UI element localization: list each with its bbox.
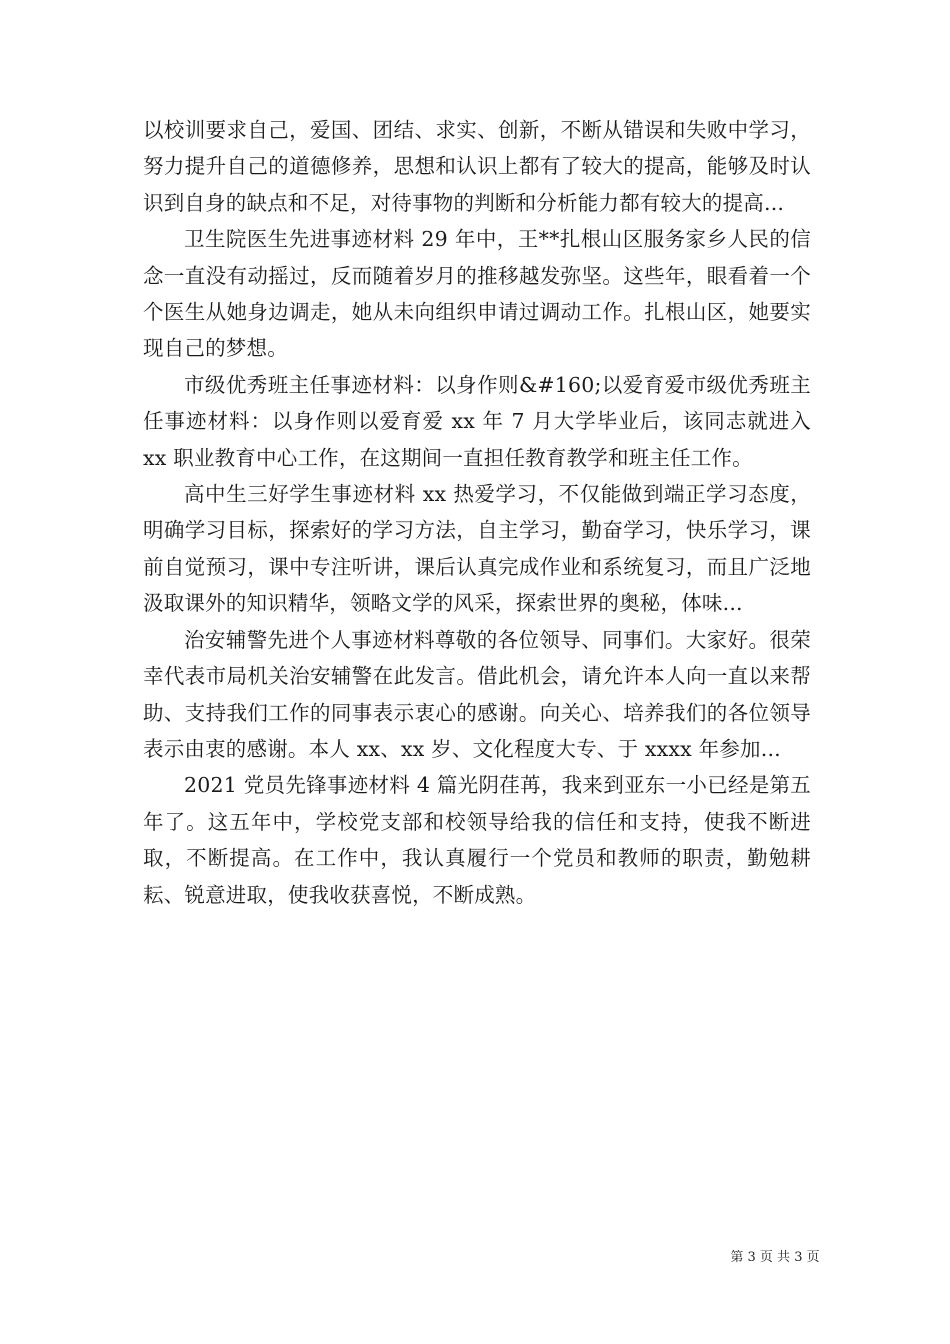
- paragraph-auxiliary-police: 治安辅警先进个人事迹材料尊敬的各位领导、同事们。大家好。很荣幸代表市局机关治安辅警在此发言。借此机会，请允许本人向一直以来帮助、支持我们工作的同事表示衷心的感谢。向关心、培养我们的各位领导表示由衷的感谢。本人 xx、xx 岁、文化程度大专、于 xxxx 年参加...: [143, 627, 811, 761]
- paragraph-class-teacher: 市级优秀班主任事迹材料：以身作则&#160;以爱育爱市级优秀班主任事迹材料：以身作则以爱育爱 xx 年 7 月大学毕业后，该同志就进入 xx 职业教育中心工作，在这期间一直担任教育教学和班主任工作。: [143, 372, 811, 470]
- paragraph-health-clinic-doctor: 卫生院医生先进事迹材料 29 年中，王**扎根山区服务家乡人民的信念一直没有动摇过，反而随着岁月的推移越发弥坚。这些年，眼看着一个个医生从她身边调走，她从未向组织申请过调动工作。扎根山区，她要实现自己的梦想。: [143, 227, 811, 361]
- page-number-footer: 第 3 页 共 3 页: [730, 1250, 820, 1265]
- paragraph-party-member: 2021 党员先锋事迹材料 4 篇光阴荏苒，我来到亚东一小已经是第五年了。这五年中，学校党支部和校领导给我的信任和支持，使我不断进取，不断提高。在工作中，我认真履行一个党员和教师的职责，勤勉耕耘、锐意进取，使我收获喜悦，不断成熟。: [143, 773, 811, 907]
- paragraph-continuation: 以校训要求自己，爱国、团结、求实、创新，不断从错误和失败中学习，努力提升自己的道德修养，思想和认识上都有了较大的提高，能够及时认识到自身的缺点和不足，对待事物的判断和分析能力都有较大的提高...: [143, 118, 811, 215]
- paragraph-merit-student: 高中生三好学生事迹材料 xx 热爱学习，不仅能做到端正学习态度，明确学习目标，探索好的学习方法，自主学习，勤奋学习，快乐学习，课前自觉预习，课中专注听讲，课后认真完成作业和系统复习，而且广泛地汲取课外的知识精华，领略文学的风采，探索世界的奥秘，体味...: [143, 482, 811, 616]
- document-body: [143, 112, 811, 913]
